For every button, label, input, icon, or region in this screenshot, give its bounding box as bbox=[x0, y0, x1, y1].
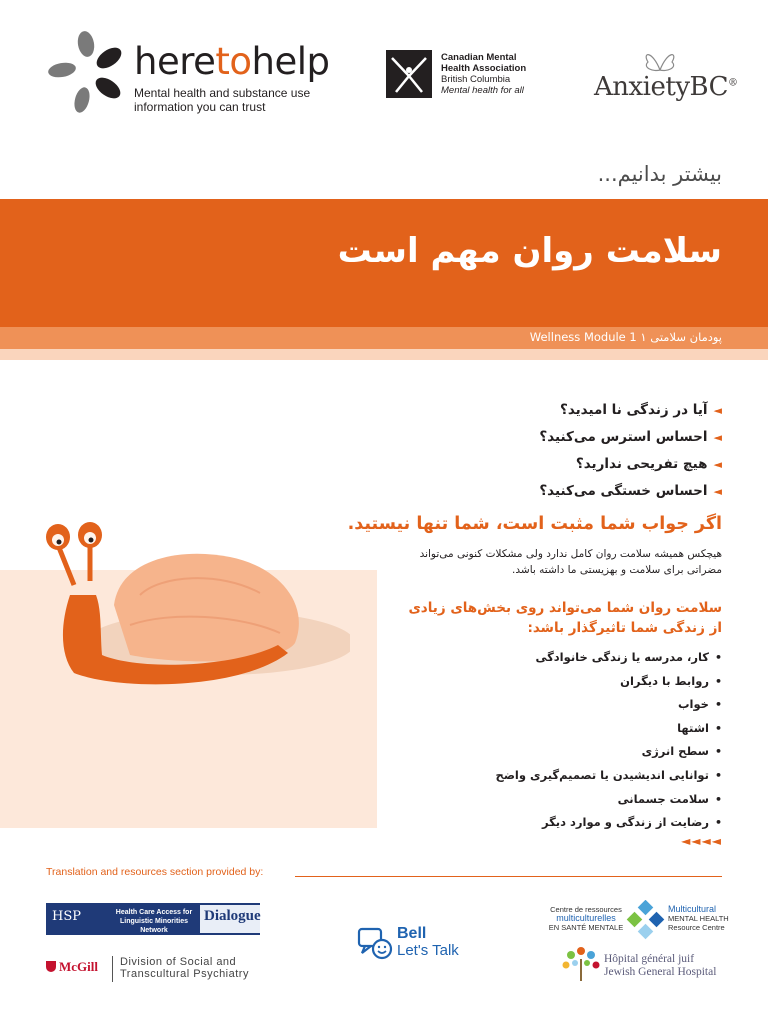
hsp-network-text: Health Care Access for Linguistic Minorities Network bbox=[115, 909, 193, 934]
heretohelp-hands-icon bbox=[46, 30, 126, 114]
divider bbox=[295, 876, 722, 877]
module-label: پودمان سلامتی ۱ Wellness Module 1 bbox=[529, 330, 722, 344]
tree-icon bbox=[560, 941, 602, 983]
mcgill-division-text: Division of Social and Transcultural Psychiatry bbox=[120, 956, 249, 980]
anxietybc-logo bbox=[592, 44, 738, 108]
speech-bubble-icon bbox=[357, 927, 395, 961]
cmha-logo bbox=[386, 50, 546, 100]
bell-lets-talk-logo bbox=[357, 925, 467, 963]
mcgill-wordmark: McGill bbox=[46, 959, 98, 975]
question-item: ◄هیچ تفریحی ندارید؟ bbox=[575, 456, 722, 472]
question-item: ◄احساس خستگی می‌کنید؟ bbox=[539, 483, 722, 499]
list-item: •کار، مدرسه یا زندگی خانوادگی bbox=[535, 650, 722, 664]
list-item: •روابط با دیگران bbox=[620, 673, 722, 688]
impact-list bbox=[422, 646, 722, 835]
snail-illustration bbox=[30, 515, 350, 705]
question-item: ◄احساس استرس می‌کنید؟ bbox=[539, 429, 722, 445]
triangle-bullet-icon: ◄ bbox=[713, 404, 722, 417]
mmh-french-text: Centre de ressources multiculturelles EN SANTÉ MENTALE bbox=[548, 905, 624, 932]
triangle-bullet-icon: ◄ bbox=[713, 458, 722, 471]
continue-arrows-icon: ◄◄◄◄ bbox=[681, 834, 722, 848]
triangle-bullet-icon: ◄ bbox=[713, 485, 722, 498]
mmh-english-text: Multicultural MENTAL HEALTH Resource Centre bbox=[668, 904, 729, 932]
question-item: ◄آیا در زندگی نا امیدید؟ bbox=[559, 402, 722, 418]
page-title: سلامت روان مهم است bbox=[337, 231, 722, 271]
butterfly-icon bbox=[640, 44, 680, 74]
impact-lead: سلامت روان شما می‌تواند روی بخش‌های زیادی از زندگی شما تاثیرگذار باشد: bbox=[408, 600, 722, 636]
provided-by-label: Translation and resources section provided by: bbox=[46, 866, 264, 878]
jewish-general-hospital-logo bbox=[560, 941, 720, 985]
pale-strip bbox=[0, 349, 768, 360]
divider bbox=[112, 956, 113, 982]
cmha-text: Canadian Mental Health Association British Columbia Mental health for all bbox=[441, 52, 527, 96]
intro-paragraph: هیچکس همیشه سلامت روان کامل ندارد ولی مشکلات کنونی می‌تواند مضراتی برای سلامت و بهزیستی ما داشته باشد. bbox=[419, 548, 722, 576]
multicultural-mental-health-logo bbox=[546, 900, 729, 940]
mcgill-logo bbox=[46, 956, 276, 984]
list-item: •سطح انرژی bbox=[641, 744, 722, 759]
anxietybc-wordmark: AnxietyBC® bbox=[594, 72, 738, 102]
list-item: •اشتها bbox=[677, 720, 722, 735]
triangle-bullet-icon: ◄ bbox=[713, 431, 722, 444]
hsp-mark: HSP bbox=[52, 909, 81, 924]
list-item: •خواب bbox=[677, 697, 722, 712]
page-subtitle: بیشتر بدانیم... bbox=[597, 162, 722, 186]
heretohelp-tagline: Mental health and substance use information you can trust bbox=[134, 86, 311, 114]
mcgill-shield-icon bbox=[46, 961, 56, 972]
dialogue-mark: Dialogue bbox=[200, 905, 260, 933]
questions-list bbox=[392, 397, 722, 505]
list-item: •سلامت جسمانی bbox=[617, 791, 722, 806]
list-item: •توانایی اندیشیدن یا تصمیم‌گیری واضح bbox=[495, 767, 722, 782]
hsp-dialogue-logo bbox=[46, 903, 260, 935]
list-item: •رضایت از زندگی و موارد دیگر bbox=[541, 815, 722, 830]
jgh-text: Hôpital général juif Jewish General Hospital bbox=[604, 953, 717, 978]
headline: اگر جواب شما مثبت است، شما تنها نیستید. bbox=[347, 514, 722, 534]
bell-text: Bell Let's Talk bbox=[397, 925, 459, 959]
snail-shell bbox=[114, 554, 299, 662]
heretohelp-logo bbox=[46, 30, 336, 114]
heretohelp-wordmark: heretohelp bbox=[134, 40, 330, 83]
cmha-emblem-icon bbox=[386, 50, 432, 98]
diamond-cluster-icon bbox=[626, 900, 666, 940]
